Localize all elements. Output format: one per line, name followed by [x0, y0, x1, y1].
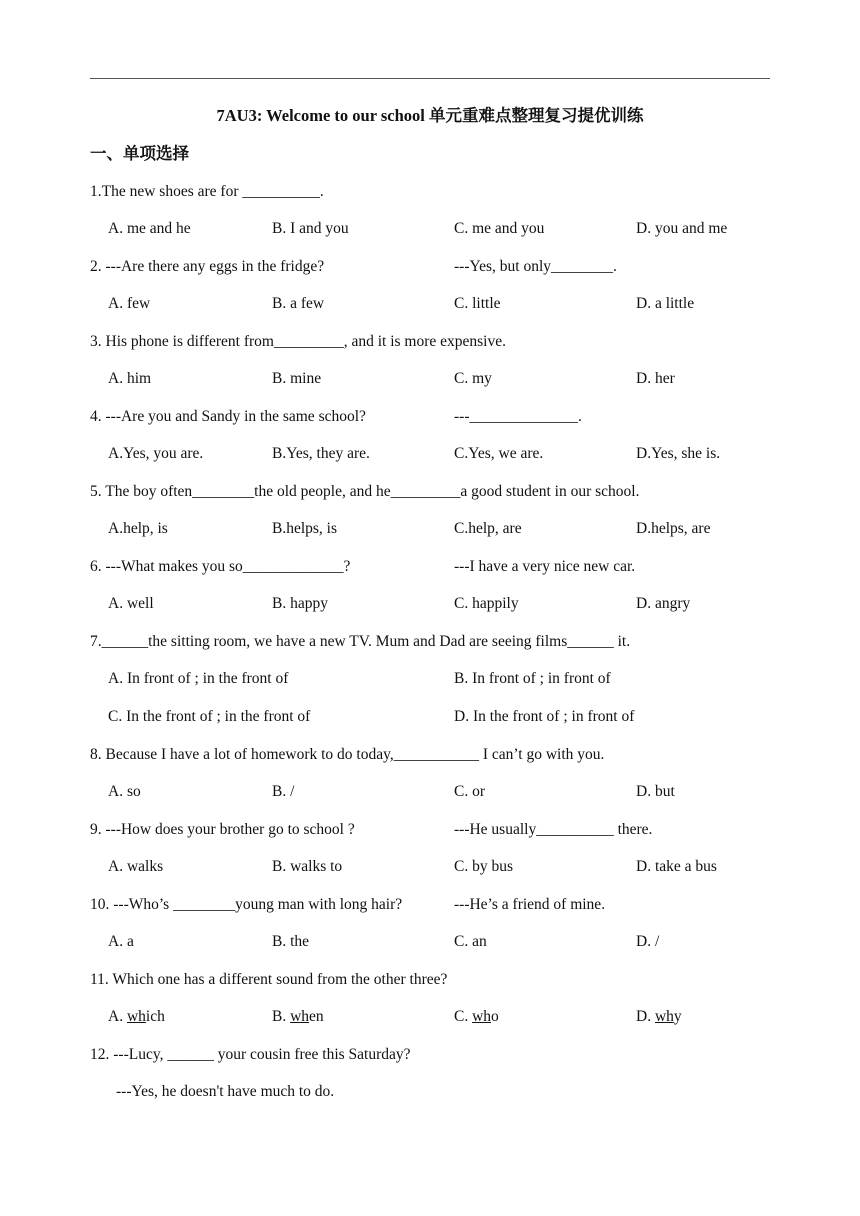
question-reply: ---He usually__________ there. — [454, 821, 653, 838]
question-stem: 5. The boy often________the old people, and he_________a good student in our school. — [90, 483, 640, 500]
option-d — [636, 1006, 682, 1028]
option-c: C. little — [454, 295, 501, 312]
underlined-letters: wh — [290, 1008, 310, 1025]
option-b: B. mine — [272, 370, 322, 387]
option-d: D. In the front of ; in front of — [454, 708, 635, 725]
question-stem: 10. ---Who’s ________young man with long hair? — [90, 896, 403, 913]
header-rule — [90, 78, 770, 79]
question-stem: 8. Because I have a lot of homework to do today,___________ I can’t go with you. — [90, 746, 605, 763]
option-b: B.Yes, they are. — [272, 445, 370, 462]
option-prefix: D. — [636, 1008, 655, 1025]
question-stem: 2. ---Are there any eggs in the fridge? — [90, 258, 325, 275]
option-prefix: A. — [108, 1008, 127, 1025]
question-stem: 3. His phone is different from_________, and it is more expensive. — [90, 333, 506, 350]
option-c: C. or — [454, 783, 485, 800]
underlined-letters: wh — [472, 1008, 492, 1025]
option-a: A.Yes, you are. — [108, 445, 204, 462]
option-b: B. a few — [272, 295, 325, 312]
page-title: 7AU3: Welcome to our school 单元重难点整理复习提优训练 — [216, 106, 644, 125]
option-prefix: C. — [454, 1008, 473, 1025]
option-a: A. few — [108, 295, 151, 312]
underlined-letters: wh — [654, 1008, 674, 1025]
option-b: B.helps, is — [272, 520, 338, 537]
option-b: B. walks to — [272, 858, 343, 875]
option-d: D. her — [636, 370, 675, 387]
question-stem: 6. ---What makes you so_____________? — [90, 558, 351, 575]
question-reply: ---Yes, but only________. — [454, 258, 617, 275]
option-a: A. In front of ; in the front of — [108, 670, 289, 687]
option-b: B. the — [272, 933, 310, 950]
option-b: B. happy — [272, 595, 328, 612]
option-d: D. take a bus — [636, 858, 717, 875]
option-c — [454, 1006, 499, 1028]
option-d: D. / — [636, 933, 660, 950]
option-c: C. my — [454, 370, 492, 387]
question-stem: 9. ---How does your brother go to school ? — [90, 821, 355, 838]
option-a: A. me and he — [108, 220, 191, 237]
option-a: A. him — [108, 370, 152, 387]
option-c: C.Yes, we are. — [454, 445, 544, 462]
option-c: C.help, are — [454, 520, 522, 537]
option-rest: y — [673, 1008, 682, 1025]
option-a: A. walks — [108, 858, 164, 875]
option-c: C. In the front of ; in the front of — [108, 708, 311, 725]
option-c: C. by bus — [454, 858, 513, 875]
option-b: B. In front of ; in front of — [454, 670, 611, 687]
question-stem: 7.______the sitting room, we have a new TV. Mum and Dad are seeing films______ it. — [90, 633, 631, 650]
question-stem: 4. ---Are you and Sandy in the same school? — [90, 408, 366, 425]
section-heading: 一、单项选择 — [90, 144, 189, 163]
option-b — [272, 1006, 324, 1028]
question-stem: 11. Which one has a different sound from the other three? — [90, 971, 448, 988]
question-stem: 12. ---Lucy, ______ your cousin free this Saturday? — [90, 1046, 411, 1063]
underlined-letters: wh — [126, 1008, 146, 1025]
question-reply: ---Yes, he doesn't have much to do. — [116, 1083, 335, 1100]
option-b: B. I and you — [272, 220, 349, 237]
option-b: B. / — [272, 783, 295, 800]
option-d: D. angry — [636, 595, 691, 612]
option-rest: en — [309, 1008, 324, 1025]
option-d: D.Yes, she is. — [636, 445, 721, 462]
option-d: D. a little — [636, 295, 695, 312]
option-c: C. an — [454, 933, 487, 950]
option-a: A. so — [108, 783, 141, 800]
option-d: D. you and me — [636, 220, 728, 237]
option-a: A. well — [108, 595, 154, 612]
question-reply: ---He’s a friend of mine. — [454, 896, 606, 913]
option-c: C. happily — [454, 595, 519, 612]
option-a: A. a — [108, 933, 134, 950]
option-d: D.helps, are — [636, 520, 711, 537]
option-rest: o — [491, 1008, 499, 1025]
option-a — [108, 1006, 165, 1028]
question-stem: 1.The new shoes are for __________. — [90, 183, 324, 200]
option-rest: ich — [145, 1008, 165, 1025]
option-c: C. me and you — [454, 220, 545, 237]
option-a: A.help, is — [108, 520, 168, 537]
option-prefix: B. — [272, 1008, 291, 1025]
question-reply: ---I have a very nice new car. — [454, 558, 636, 575]
question-reply: ---______________. — [454, 408, 582, 425]
option-d: D. but — [636, 783, 675, 800]
